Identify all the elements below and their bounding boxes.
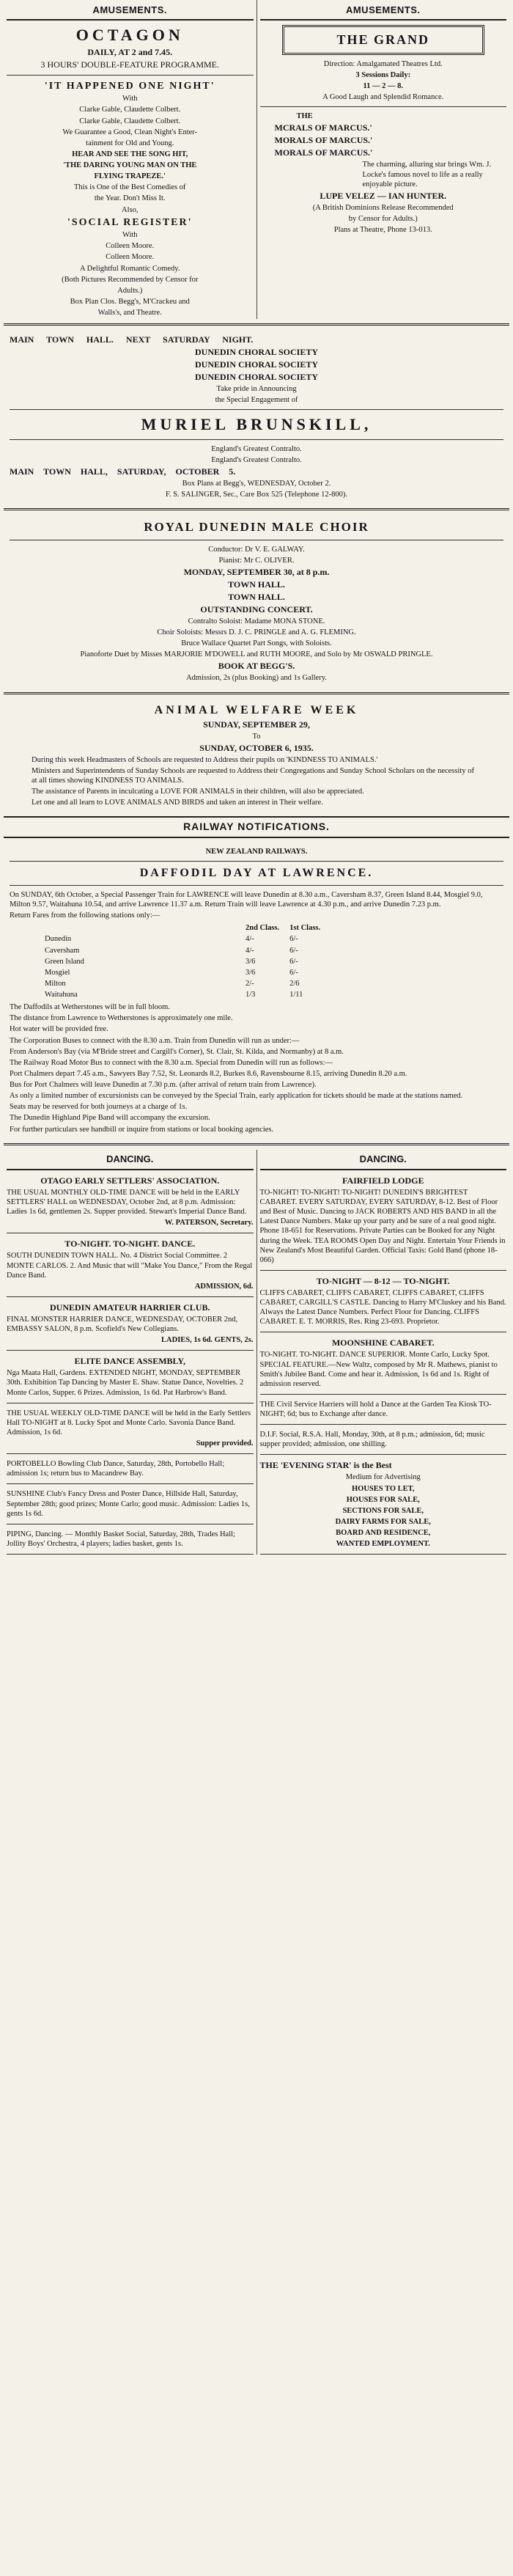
film-title-2: 'SOCIAL REGISTER' <box>67 216 193 228</box>
dancing-header-left: DANCING. <box>7 1150 254 1170</box>
pianoforte-line: Pianoforte Duet by Misses MARJORIE M'DOWELL and RUTH MOORE, and Solo by Mr OSWALD PRINGLE. <box>80 650 433 659</box>
soloist-line-2: Choir Soloists: Messrs D. J. C. PRINGLE and A. G. FLEMING. <box>157 628 356 636</box>
railway-para-11: Seats may be reserved for both journeys at a charge of 1s. <box>10 1103 188 1112</box>
dance-ad <box>7 1403 254 1455</box>
railway-para-9: Bus for Port Chalmers will leave Dunedin at 7.30 p.m. (after arrival of return train from Lawrence). <box>10 1081 317 1089</box>
cast-line-4: Colleen Moore. <box>106 253 155 262</box>
fare-cell-c2: 4/- <box>246 935 254 944</box>
fare-cell-c2: 1/3 <box>246 991 256 999</box>
evening-star-item: DAIRY FARMS FOR SALE, <box>335 1517 431 1526</box>
dance-ad-body: THE Civil Service Harriers will hold a Dance at the Garden Tea Kiosk TO-NIGHT; 6d; bus to Exchange after dance. <box>259 1400 492 1418</box>
soloist-line-3: Bruce Wallace Quartet Part Songs, with Soloists. <box>181 639 332 648</box>
octagon-programme: 3 HOURS' DOUBLE-FEATURE PROGRAMME. <box>40 59 219 70</box>
dance-ad-title: TO-NIGHT — 8-12 — TO-NIGHT. <box>316 1275 450 1286</box>
railway-para-4: Hot water will be provided free. <box>10 1025 108 1034</box>
cast-line-2: Clarke Gable, Claudette Colbert. <box>79 117 181 125</box>
dance-ad-body: THE USUAL MONTHLY OLD-TIME DANCE will be held in the EARLY SETTLERS' HALL on WEDNESDAY, October 2nd, at 8 p.m. Admission: Ladies 1s 6d, gentlemen 2s. Supper provided. Stewart's Imperial Dance Band. <box>7 1188 247 1217</box>
sessions-line-1: 3 Sessions Daily: <box>355 70 411 79</box>
cast-line-1: Clarke Gable, Claudette Colbert. <box>79 106 181 114</box>
animal-para-3: The assistance of Parents in inculcating a LOVE FOR ANIMALS in their children, will also be appreciated. <box>32 788 364 796</box>
male-choir-ad <box>4 515 509 687</box>
guarantee-line-1: We Guarantee a Good, Clean Night's Enter- <box>62 128 198 136</box>
grand-description: The charming, alluring star brings Wm. J. Locke's famous novel to life as a really enjoyable picture. <box>362 161 492 188</box>
the-label: THE <box>296 112 313 121</box>
dance-ad-signature: LADIES, 1s 6d. GENTS, 2s. <box>161 1336 254 1345</box>
song-line-1: 'THE DARING YOUNG MAN ON THE <box>63 161 197 169</box>
railway-para-1: On SUNDAY, 6th October, a Special Passenger Train for LAWRENCE will leave Dunedin at 8.30 a.m., Caversham 8.37, Green Island 8.44, Mosgiel 9.0, Milton 9.57, Waitahuna 10.54, and arrive Lawrence 11.37 a.m. Return Train will leave Lawrence at 4.30 p.m., and arrive Dunedin 7.23 p.m. <box>10 890 483 909</box>
sessions-line-2: 11 — 2 — 8. <box>363 82 404 90</box>
fare-cell-stn: Waitahuna <box>45 991 78 999</box>
choral-secretary: F. S. SALINGER, Sec., Care Box 525 (Telephone 12-800). <box>165 491 348 499</box>
dance-ad-body: FINAL MONSTER HARRIER DANCE, WEDNESDAY, OCTOBER 2nd, EMBASSY SALON, 8 p.m. Scofield's New Collegians. <box>7 1315 238 1333</box>
conductor-line: Conductor: Dr V. E. GALWAY. <box>208 545 305 554</box>
choral-venue-line: MAIN TOWN HALL. NEXT SATURDAY NIGHT. <box>10 334 254 345</box>
male-choir-title: ROYAL DUNEDIN MALE CHOIR <box>144 520 369 535</box>
fare-cell-c2: 4/- <box>246 946 254 955</box>
cast-line-3: Colleen Moore. <box>106 242 155 251</box>
contralto-line-2: England's Greatest Contralto. <box>211 456 302 464</box>
soloist-line-1: Contralto Soloist: Madame MONA STONE. <box>188 617 325 625</box>
grand-plans: Plans at Theatre, Phone 13-013. <box>333 226 432 234</box>
pianist-line: Pianist: Mr C. OLIVER. <box>218 556 295 565</box>
male-choir-admission: Admission, 2s (plus Booking) and 1s Gallery. <box>186 674 327 683</box>
fare-cell-c2: 3/6 <box>246 957 256 966</box>
dance-left-list <box>7 1170 254 1555</box>
engage-line: the Special Engagement of <box>215 396 298 405</box>
town-hall-2: TOWN HALL. <box>228 591 285 602</box>
dance-ad-body: CLIFFS CABARET, CLIFFS CABARET, CLIFFS CABARET, CLIFFS CABARET, CARGILL'S CASTLE. Dancing to Harry M'Cluskey and his Band. Always the Latest Dance Numbers. Perfect Floor for Dancing. CLIFFS CABARET. E. T. MORRIS, Res. Ring 23-693. Proprietor. <box>259 1288 506 1326</box>
fare-row <box>40 979 325 988</box>
animal-welfare-ad <box>4 699 509 812</box>
fare-cell-stn: Milton <box>45 979 66 988</box>
dance-ad-title: DUNEDIN AMATEUR HARRIER CLUB. <box>50 1302 210 1313</box>
fare-cell-c1: 6/- <box>289 957 298 966</box>
fare-cell-c1: 2/6 <box>289 979 300 988</box>
fare-row <box>40 946 325 955</box>
fare-cell-c1: 6/- <box>289 968 298 977</box>
fare-cell-stn: Mosgiel <box>45 968 70 977</box>
dance-ad-signature: Supper provided. <box>196 1439 254 1447</box>
dance-ad <box>260 1425 507 1455</box>
animal-para-4: Let one and all learn to LOVE ANIMALS AND BIRDS and taken an interest in Their welfare. <box>32 799 323 807</box>
dance-ad <box>7 1524 254 1555</box>
dance-ad-title: OTAGO EARLY SETTLERS' ASSOCIATION. <box>40 1175 220 1186</box>
fares-table <box>39 922 326 1001</box>
plans-line-1: Box Plan Clos. Begg's, M'Crackeu and <box>70 297 190 306</box>
choral-date: MAIN TOWN HALL, SATURDAY, OCTOBER 5. <box>10 466 236 477</box>
fare-row <box>40 968 325 977</box>
censor-line-1: (Both Pictures Recommended by Censor for <box>62 275 199 284</box>
animal-date-2: SUNDAY, OCTOBER 6, 1935. <box>199 742 314 753</box>
also-label: Also, <box>122 205 139 214</box>
pride-line: Take pride in Announcing <box>216 385 297 394</box>
railway-para-12: The Dunedin Highland Pipe Band will accompany the excursion. <box>10 1114 210 1123</box>
railway-para-6: From Anderson's Bay (via M'Bride street and Cargill's Corner), St. Clair, St. Kilda, and Normanby) at 8 a.m. <box>10 1047 344 1056</box>
dance-ad <box>7 1484 254 1524</box>
fare-row <box>40 957 325 966</box>
morals-line-2: MORALS OF MARCUS.' <box>274 135 373 146</box>
dance-ad <box>260 1271 507 1333</box>
romantic-line: A Delightful Romantic Comedy. <box>80 264 180 273</box>
grand-logo: THE GRAND <box>282 25 485 55</box>
fare-cell-c2: 2/- <box>246 979 254 988</box>
evening-star-title: THE 'EVENING STAR' is the Best <box>259 1460 392 1471</box>
dance-ad-title: FAIRFIELD LODGE <box>342 1175 424 1186</box>
amusements-row <box>4 0 509 319</box>
grand-column <box>256 0 510 319</box>
song-line-2: FLYING TRAPEZE.' <box>94 172 166 181</box>
daffodil-day-title: DAFFODIL DAY AT LAWRENCE. <box>139 866 374 879</box>
dance-ad-body: TO-NIGHT. TO-NIGHT. DANCE SUPERIOR. Monte Carlo, Lucky Spot. SPECIAL FEATURE.—New Waltz, composed by Mr R. Mathews, pianist to Smith's Jubilee Band. Come and hear it. Admission, 1s 6d and 1s. Right of admission reserved. <box>259 1351 498 1388</box>
guarantee-line-2: tainment for Old and Young. <box>86 139 174 147</box>
railway-ad <box>4 843 509 1139</box>
dance-ad <box>7 1351 254 1403</box>
animal-para-2: Ministers and Superintendents of Sunday Schools are requested to Address their Congregations and Sunday School Scholars on the necessity of at all times showing KINDNESS TO ANIMALS. <box>32 766 474 785</box>
railway-para-2: The Daffodils at Wetherstones will be in full bloom. <box>10 1003 170 1012</box>
dance-ad-body: THE USUAL WEEKLY OLD-TIME DANCE will be held in the Early Settlers Hall TO-NIGHT at 8. Lucky Spot and Monte Carlo. Savonia Dance Band. Admission, 1s 6d. <box>7 1409 251 1436</box>
amusements-header-right: AMUSEMENTS. <box>260 0 507 21</box>
animal-welfare-title: ANIMAL WELFARE WEEK <box>154 703 359 716</box>
dance-ad-signature: W. PATERSON, Secretary. <box>164 1219 254 1228</box>
dance-ad-body: SUNSHINE Club's Fancy Dress and Poster Dance, Hillside Hall, Saturday, September 28th; good prizes; Monte Carlo; good music. Admission: Ladies 1s, gents 1s 6d. <box>7 1490 250 1518</box>
dance-ad-body: PORTOBELLO Bowling Club Dance, Saturday, 28th, Portobello Hall; admission 1s; return bus to Macandrew Bay. <box>7 1460 225 1478</box>
dance-ad-body: D.I.F. Social, R.S.A. Hall, Monday, 30th, at 8 p.m.; admission, 6d; music supper provided; admission, one shilling. <box>259 1431 485 1449</box>
dance-ad <box>7 1233 254 1297</box>
fare-row <box>40 934 325 944</box>
dance-ad <box>7 1170 254 1234</box>
evening-star-item: BOARD AND RESIDENCE, <box>336 1529 431 1537</box>
plans-line-2: Walls's, and Theatre. <box>97 309 162 317</box>
railway-para-7: The Railway Road Motor Bus to connect with the 8.30 a.m. Special from Dunedin will run as follows:— <box>10 1058 333 1067</box>
dance-ad-body: SOUTH DUNEDIN TOWN HALL. No. 4 District Social Committee. 2 MONTE CARLOS. 2. And Music that will "Make You Dance," From the Regal Dance Band. <box>7 1252 253 1280</box>
fare-cell-c2: 3/6 <box>246 968 256 977</box>
octagon-times: DAILY, AT 2 and 7.45. <box>87 46 173 57</box>
town-hall-1: TOWN HALL. <box>228 579 285 590</box>
animal-to: To <box>252 732 261 741</box>
evening-star-item: HOUSES TO LET, <box>352 1484 415 1493</box>
octagon-title: OCTAGON <box>75 26 184 45</box>
octagon-column <box>4 0 256 319</box>
grand-stars: LUPE VELEZ — IAN HUNTER. <box>320 190 447 201</box>
comedy-line-2: the Year. Don't Miss It. <box>94 194 166 203</box>
grand-direction: Direction: Amalgamated Theatres Ltd. <box>323 59 443 68</box>
male-choir-date: MONDAY, SEPTEMBER 30, at 8 p.m. <box>183 566 330 577</box>
muriel-brunskill-title: MURIEL BRUNSKILL, <box>141 415 372 434</box>
film-title-1: 'IT HAPPENED ONE NIGHT' <box>44 80 215 92</box>
dancing-row <box>4 1150 509 1555</box>
railway-para-5: The Corporation Buses to connect with the 8.30 a.m. Train from Dunedin will run as under:— <box>10 1036 300 1045</box>
british-line: (A British Dominions Release Recommended <box>312 203 454 212</box>
fares-intro: Return Fares from the following stations only:— <box>10 911 160 920</box>
dance-ad-signature: ADMISSION, 6d. <box>194 1282 254 1291</box>
evening-star-item: HOUSES FOR SALE, <box>346 1495 420 1504</box>
morals-line-1: MCRALS OF MARCUS.' <box>274 122 372 133</box>
dance-ad <box>260 1170 507 1271</box>
dance-ad <box>7 1454 254 1484</box>
dance-ad-body: PIPING, Dancing. — Monthly Basket Social, Saturday, 28th, Trades Hall; Jollity Boys' Orchestra, 4 players; ladies basket, gents 1s. <box>7 1530 235 1548</box>
hear-line: HEAR AND SEE THE SONG HIT, <box>72 150 188 158</box>
fare-row <box>40 990 325 999</box>
outstanding-concert: OUTSTANDING CONCERT. <box>200 603 313 614</box>
choral-society-2: DUNEDIN CHORAL SOCIETY <box>194 359 319 370</box>
dance-ad <box>260 1332 507 1395</box>
fares-header-2nd: 2nd Class. <box>246 924 280 933</box>
railway-para-8: Port Chalmers depart 7.45 a.m., Sawyers Bay 7.52, St. Leonards 8.2, Burkes 8.6, Ravensbourne 8.15, arriving Dunedin 8.20 a.m. <box>10 1069 407 1078</box>
contralto-line-1: England's Greatest Contralto. <box>211 444 302 453</box>
with-label-1: With <box>122 95 138 103</box>
evening-star-item: SECTIONS FOR SALE, <box>342 1506 424 1515</box>
fare-cell-c1: 1/11 <box>289 991 303 999</box>
dance-right-list <box>260 1170 507 1456</box>
animal-date-1: SUNDAY, SEPTEMBER 29, <box>203 719 310 730</box>
evening-star-ad <box>260 1455 507 1555</box>
dance-ad-title: TO-NIGHT. TO-NIGHT. DANCE. <box>64 1239 196 1250</box>
grand-censor: by Censor for Adults.) <box>348 214 418 223</box>
dancing-column-right <box>256 1150 510 1555</box>
dance-ad-body: Nga Maata Hall, Gardens. EXTENDED NIGHT, MONDAY, SEPTEMBER 30th. Exhibition Tap Dancing by Master E. Shaw. Statue Dance, Novelties. 2 Monte Carlos, Supper. 6 Prizes. Admission, 1s 6d. Pat Harbrow's Band. <box>7 1369 244 1397</box>
fare-cell-stn: Caversham <box>45 946 80 955</box>
grand-tagline: A Good Laugh and Splendid Romance. <box>322 93 444 102</box>
evening-star-medium: Medium for Advertising <box>345 1473 421 1482</box>
railway-para-3: The distance from Lawrence to Wetherstones is approximately one mile. <box>10 1014 233 1023</box>
choral-box-plans: Box Plans at Begg's, WEDNESDAY, October 2. <box>182 480 331 488</box>
choral-society-3: DUNEDIN CHORAL SOCIETY <box>194 372 319 383</box>
fare-cell-c1: 6/- <box>289 935 298 944</box>
comedy-line-1: This is One of the Best Comedies of <box>73 183 186 192</box>
choral-ad <box>4 330 509 504</box>
dance-ad <box>260 1395 507 1425</box>
morals-line-3: MORALS OF MARCUS.' <box>274 147 373 158</box>
dance-ad-title: ELITE DANCE ASSEMBLY, <box>74 1356 185 1367</box>
evening-star-item: WANTED EMPLOYMENT. <box>336 1540 430 1549</box>
newspaper-page <box>4 0 509 1555</box>
railway-header: RAILWAY NOTIFICATIONS. <box>4 816 509 838</box>
dance-ad-title: MOONSHINE CABARET. <box>331 1337 435 1348</box>
fares-header-1st: 1st Class. <box>289 924 321 933</box>
dancing-column-left <box>4 1150 256 1555</box>
nz-railways: NEW ZEALAND RAILWAYS. <box>205 847 308 856</box>
animal-para-1: During this week Headmasters of Schools are requested to Address their pupils on 'KINDNESS TO ANIMALS.' <box>32 755 378 764</box>
octagon-ad <box>7 21 254 318</box>
dance-ad-body: TO-NIGHT! TO-NIGHT! TO-NIGHT! DUNEDIN'S BRIGHTEST CABARET. EVERY SATURDAY, EVERY SATURDAY, 8-12. Best of Floor and Best of Music. Dancing to JACK ROBERTS AND HIS BAND in all the Latest Dance Numbers. Make up your party and be sure of a real good night. Phone 18-651 for Reservations. Private Parties can be Booked for any Night during the Week. TEA ROOMS Open Day and Night. Entertain Your Friends in New Zealand's Most Beautiful Garden. Official Taxis: Gold Band (phone 18-066) <box>259 1188 506 1264</box>
amusements-header-left: AMUSEMENTS. <box>7 0 254 21</box>
book-at-beggs: BOOK AT BEGG'S. <box>218 661 295 672</box>
fare-cell-c1: 6/- <box>289 946 298 955</box>
choral-society-1: DUNEDIN CHORAL SOCIETY <box>194 347 319 358</box>
railway-para-13: For further particulars see handbill or inquire from stations or local booking agencies. <box>10 1125 274 1134</box>
fare-cell-stn: Green Island <box>45 957 84 966</box>
with-label-2: With <box>122 231 138 240</box>
censor-line-2: Adults.) <box>117 286 143 295</box>
dance-ad <box>7 1297 254 1351</box>
dancing-header-right: DANCING. <box>260 1150 507 1170</box>
fare-cell-stn: Dunedin <box>45 935 72 944</box>
railway-para-10: As only a limited number of excursionists can be conveyed by the Special Train, early application for tickets should be made at the stations named. <box>10 1092 463 1101</box>
